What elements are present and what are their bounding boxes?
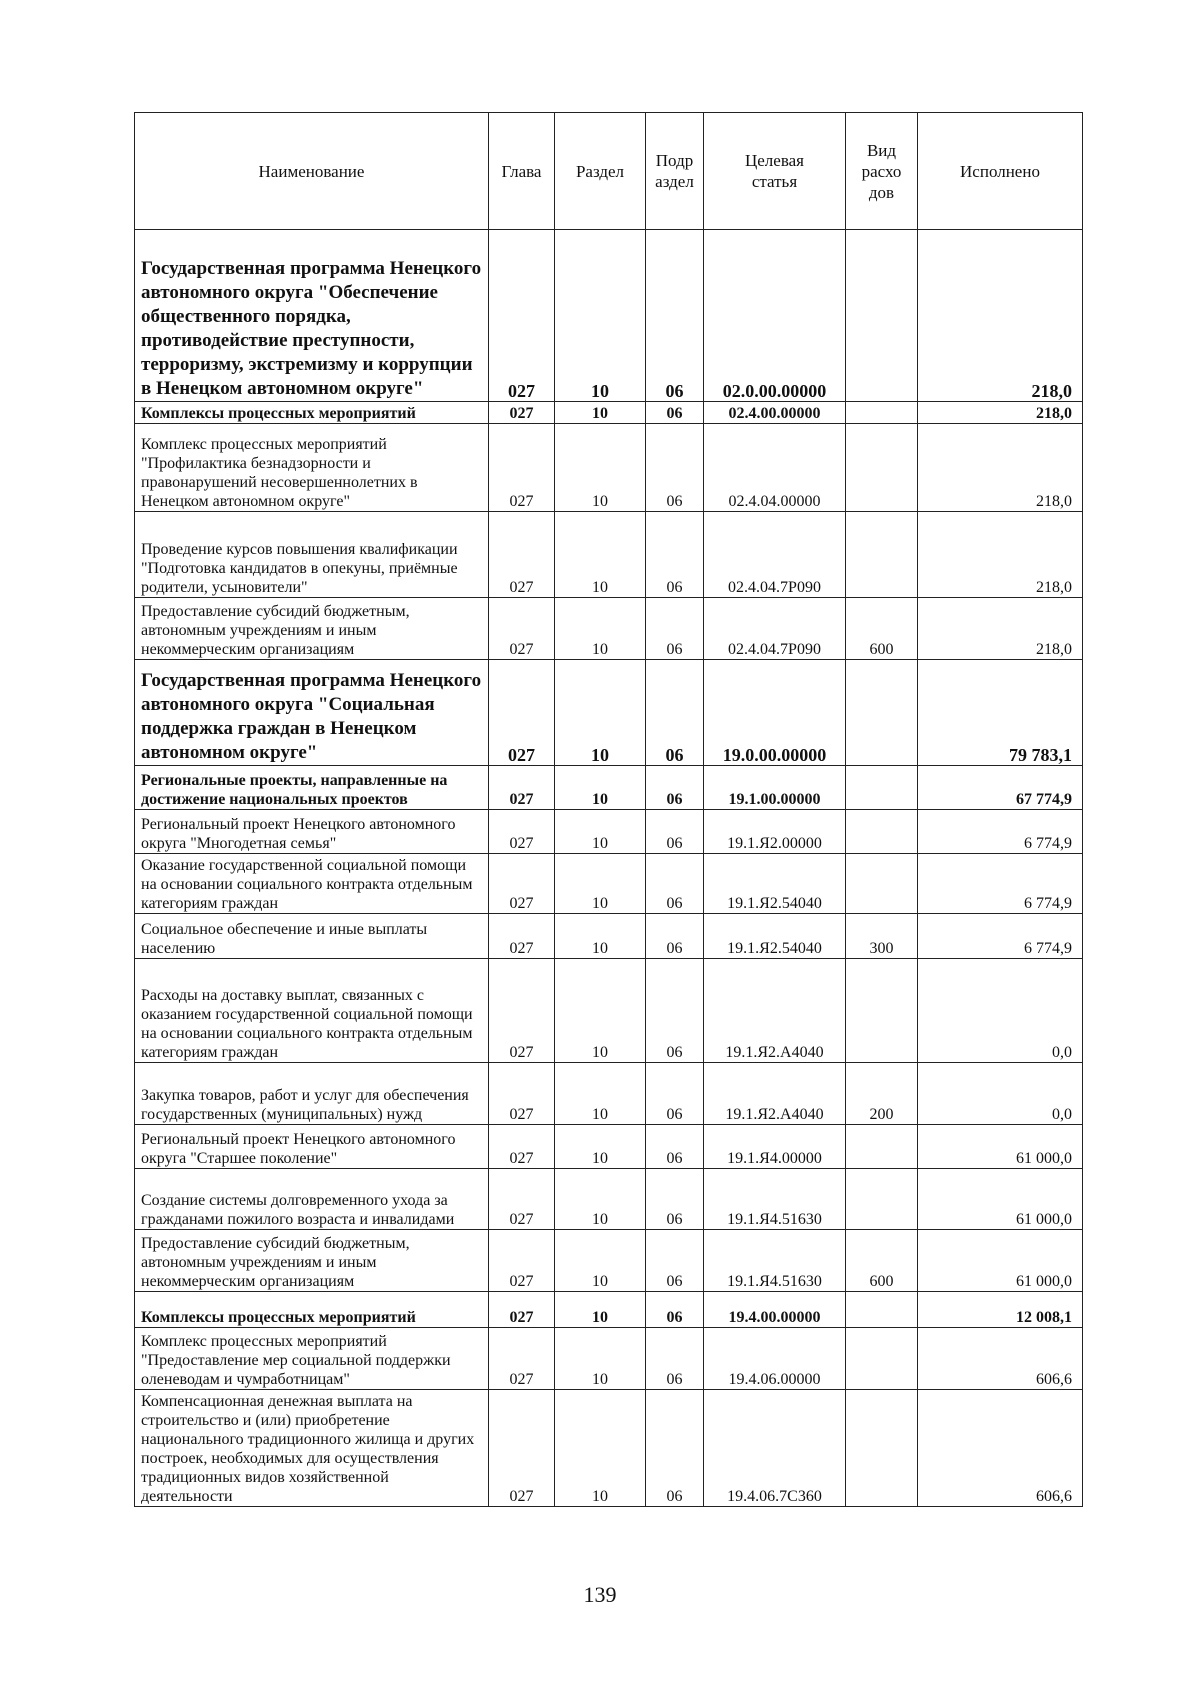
- cell-chapter: 027: [489, 598, 555, 660]
- cell-chapter: 027: [489, 402, 555, 424]
- cell-expense-type: 600: [846, 598, 918, 660]
- cell-expense-type: [846, 1328, 918, 1390]
- cell-target: 19.1.Я4.00000: [704, 1125, 846, 1169]
- cell-name: Оказание государственной социальной помощи на основании социального контракта отдельным категориям граждан: [135, 854, 489, 914]
- table-row: [135, 424, 1083, 512]
- cell-chapter: 027: [489, 1169, 555, 1230]
- cell-subsection: 06: [646, 1292, 704, 1328]
- cell-section: 10: [555, 1063, 646, 1125]
- cell-name: Комплекс процессных мероприятий "Предоставление мер социальной поддержки оленеводам и чумработницам": [135, 1328, 489, 1390]
- cell-subsection: 06: [646, 1169, 704, 1230]
- table-row: [135, 230, 1083, 402]
- cell-name: Региональный проект Ненецкого автономного округа "Старшее поколение": [135, 1125, 489, 1169]
- cell-expense-type: [846, 424, 918, 512]
- cell-section: 10: [555, 766, 646, 810]
- cell-target: 02.4.00.00000: [704, 402, 846, 424]
- table-row: [135, 598, 1083, 660]
- cell-executed: 79 783,1: [918, 660, 1083, 766]
- cell-section: 10: [555, 230, 646, 402]
- cell-target: 02.4.04.00000: [704, 424, 846, 512]
- cell-section: 10: [555, 959, 646, 1063]
- header-subsection: Подр аздел: [646, 113, 704, 230]
- cell-target: 19.1.Я2.00000: [704, 810, 846, 854]
- cell-expense-type: [846, 766, 918, 810]
- cell-expense-type: [846, 1292, 918, 1328]
- cell-chapter: 027: [489, 766, 555, 810]
- header-executed: Исполнено: [918, 113, 1083, 230]
- cell-name: Проведение курсов повышения квалификации "Подготовка кандидатов в опекуны, приёмные родители, усыновители": [135, 512, 489, 598]
- table-row: [135, 914, 1083, 959]
- cell-executed: 218,0: [918, 598, 1083, 660]
- cell-executed: 12 008,1: [918, 1292, 1083, 1328]
- cell-expense-type: [846, 1390, 918, 1507]
- cell-name: Комплексы процессных мероприятий: [135, 1292, 489, 1328]
- cell-name: Комплекс процессных мероприятий "Профилактика безнадзорности и правонарушений несовершеннолетних в Ненецком автономном округе": [135, 424, 489, 512]
- cell-target: 19.0.00.00000: [704, 660, 846, 766]
- cell-expense-type: [846, 402, 918, 424]
- header-expense-type: Вид расхо дов: [846, 113, 918, 230]
- table-header-row: [135, 113, 1083, 230]
- cell-name: Предоставление субсидий бюджетным, автономным учреждениям и иным некоммерческим организациям: [135, 598, 489, 660]
- cell-executed: 67 774,9: [918, 766, 1083, 810]
- cell-target: 19.1.Я4.51630: [704, 1230, 846, 1292]
- cell-subsection: 06: [646, 598, 704, 660]
- table-row: [135, 1230, 1083, 1292]
- header-section: Раздел: [555, 113, 646, 230]
- cell-expense-type: [846, 230, 918, 402]
- cell-executed: 0,0: [918, 959, 1083, 1063]
- budget-table-container: [134, 112, 1082, 1507]
- header-name: Наименование: [135, 113, 489, 230]
- cell-name: Компенсационная денежная выплата на строительство и (или) приобретение национального традиционного жилища и других построек, необходимых для осуществления традиционных видов хозяйственной деятельности: [135, 1390, 489, 1507]
- table-row: [135, 1125, 1083, 1169]
- cell-name: Государственная программа Ненецкого автономного округа "Социальная поддержка граждан в Ненецком автономном округе": [135, 660, 489, 766]
- cell-expense-type: [846, 959, 918, 1063]
- cell-chapter: 027: [489, 1230, 555, 1292]
- table-row: [135, 1292, 1083, 1328]
- cell-executed: 606,6: [918, 1390, 1083, 1507]
- cell-expense-type: [846, 810, 918, 854]
- cell-target: 02.4.04.7Р090: [704, 598, 846, 660]
- cell-section: 10: [555, 402, 646, 424]
- cell-subsection: 06: [646, 1230, 704, 1292]
- cell-expense-type: [846, 854, 918, 914]
- header-target: Целевая статья: [704, 113, 846, 230]
- cell-subsection: 06: [646, 766, 704, 810]
- cell-chapter: 027: [489, 959, 555, 1063]
- cell-executed: 61 000,0: [918, 1230, 1083, 1292]
- cell-chapter: 027: [489, 1390, 555, 1507]
- cell-subsection: 06: [646, 1063, 704, 1125]
- cell-executed: 6 774,9: [918, 810, 1083, 854]
- budget-execution-table: [134, 112, 1083, 1507]
- cell-executed: 606,6: [918, 1328, 1083, 1390]
- cell-target: 19.1.Я2.54040: [704, 854, 846, 914]
- cell-target: 19.4.00.00000: [704, 1292, 846, 1328]
- table-row: [135, 512, 1083, 598]
- cell-subsection: 06: [646, 1328, 704, 1390]
- cell-executed: 0,0: [918, 1063, 1083, 1125]
- cell-name: Создание системы долговременного ухода за гражданами пожилого возраста и инвалидами: [135, 1169, 489, 1230]
- cell-expense-type: [846, 512, 918, 598]
- cell-chapter: 027: [489, 1063, 555, 1125]
- cell-expense-type: [846, 660, 918, 766]
- cell-chapter: 027: [489, 1292, 555, 1328]
- cell-name: Социальное обеспечение и иные выплаты населению: [135, 914, 489, 959]
- cell-chapter: 027: [489, 230, 555, 402]
- cell-name: Расходы на доставку выплат, связанных с оказанием государственной социальной помощи на основании социального контракта отдельным категориям граждан: [135, 959, 489, 1063]
- cell-executed: 61 000,0: [918, 1169, 1083, 1230]
- cell-executed: 6 774,9: [918, 914, 1083, 959]
- cell-section: 10: [555, 1230, 646, 1292]
- cell-section: 10: [555, 914, 646, 959]
- table-row: [135, 1063, 1083, 1125]
- cell-target: 19.1.00.00000: [704, 766, 846, 810]
- cell-target: 19.1.Я2.А4040: [704, 1063, 846, 1125]
- cell-name: Региональные проекты, направленные на достижение национальных проектов: [135, 766, 489, 810]
- cell-subsection: 06: [646, 230, 704, 402]
- cell-section: 10: [555, 1125, 646, 1169]
- cell-expense-type: 300: [846, 914, 918, 959]
- cell-chapter: 027: [489, 1125, 555, 1169]
- cell-chapter: 027: [489, 660, 555, 766]
- cell-section: 10: [555, 854, 646, 914]
- cell-section: 10: [555, 1328, 646, 1390]
- cell-subsection: 06: [646, 959, 704, 1063]
- cell-executed: 218,0: [918, 402, 1083, 424]
- header-chapter: Глава: [489, 113, 555, 230]
- table-row: [135, 1169, 1083, 1230]
- cell-target: 19.1.Я4.51630: [704, 1169, 846, 1230]
- table-row: [135, 1328, 1083, 1390]
- cell-executed: 6 774,9: [918, 854, 1083, 914]
- cell-section: 10: [555, 598, 646, 660]
- cell-subsection: 06: [646, 1125, 704, 1169]
- cell-subsection: 06: [646, 402, 704, 424]
- cell-expense-type: [846, 1169, 918, 1230]
- table-row: [135, 766, 1083, 810]
- cell-chapter: 027: [489, 424, 555, 512]
- cell-section: 10: [555, 1169, 646, 1230]
- table-row: [135, 959, 1083, 1063]
- table-row: [135, 402, 1083, 424]
- cell-chapter: 027: [489, 512, 555, 598]
- cell-subsection: 06: [646, 660, 704, 766]
- cell-subsection: 06: [646, 512, 704, 598]
- cell-section: 10: [555, 1292, 646, 1328]
- cell-target: 02.4.04.7Р090: [704, 512, 846, 598]
- cell-section: 10: [555, 512, 646, 598]
- cell-section: 10: [555, 810, 646, 854]
- page-number: 139: [583, 1582, 617, 1607]
- cell-target: 19.1.Я2.А4040: [704, 959, 846, 1063]
- cell-name: Государственная программа Ненецкого автономного округа "Обеспечение общественного порядка, противодействие преступности, терроризму, экстремизму и коррупции в Ненецком автономном округе": [135, 230, 489, 402]
- cell-name: Закупка товаров, работ и услуг для обеспечения государственных (муниципальных) нужд: [135, 1063, 489, 1125]
- cell-section: 10: [555, 1390, 646, 1507]
- table-row: [135, 810, 1083, 854]
- cell-executed: 61 000,0: [918, 1125, 1083, 1169]
- cell-section: 10: [555, 660, 646, 766]
- cell-name: Региональный проект Ненецкого автономного округа "Многодетная семья": [135, 810, 489, 854]
- table-body: [135, 230, 1083, 1507]
- table-row: [135, 1390, 1083, 1507]
- cell-subsection: 06: [646, 424, 704, 512]
- cell-name: Предоставление субсидий бюджетным, автономным учреждениям и иным некоммерческим организациям: [135, 1230, 489, 1292]
- cell-executed: 218,0: [918, 512, 1083, 598]
- cell-subsection: 06: [646, 1390, 704, 1507]
- cell-target: 19.4.06.7С360: [704, 1390, 846, 1507]
- cell-chapter: 027: [489, 854, 555, 914]
- cell-target: 19.4.06.00000: [704, 1328, 846, 1390]
- cell-subsection: 06: [646, 914, 704, 959]
- cell-expense-type: [846, 1125, 918, 1169]
- cell-target: 02.0.00.00000: [704, 230, 846, 402]
- table-row: [135, 854, 1083, 914]
- cell-section: 10: [555, 424, 646, 512]
- cell-subsection: 06: [646, 810, 704, 854]
- cell-executed: 218,0: [918, 230, 1083, 402]
- cell-executed: 218,0: [918, 424, 1083, 512]
- cell-chapter: 027: [489, 1328, 555, 1390]
- cell-chapter: 027: [489, 810, 555, 854]
- cell-chapter: 027: [489, 914, 555, 959]
- table-row: [135, 660, 1083, 766]
- cell-expense-type: 600: [846, 1230, 918, 1292]
- cell-subsection: 06: [646, 854, 704, 914]
- cell-target: 19.1.Я2.54040: [704, 914, 846, 959]
- cell-expense-type: 200: [846, 1063, 918, 1125]
- cell-name: Комплексы процессных мероприятий: [135, 402, 489, 424]
